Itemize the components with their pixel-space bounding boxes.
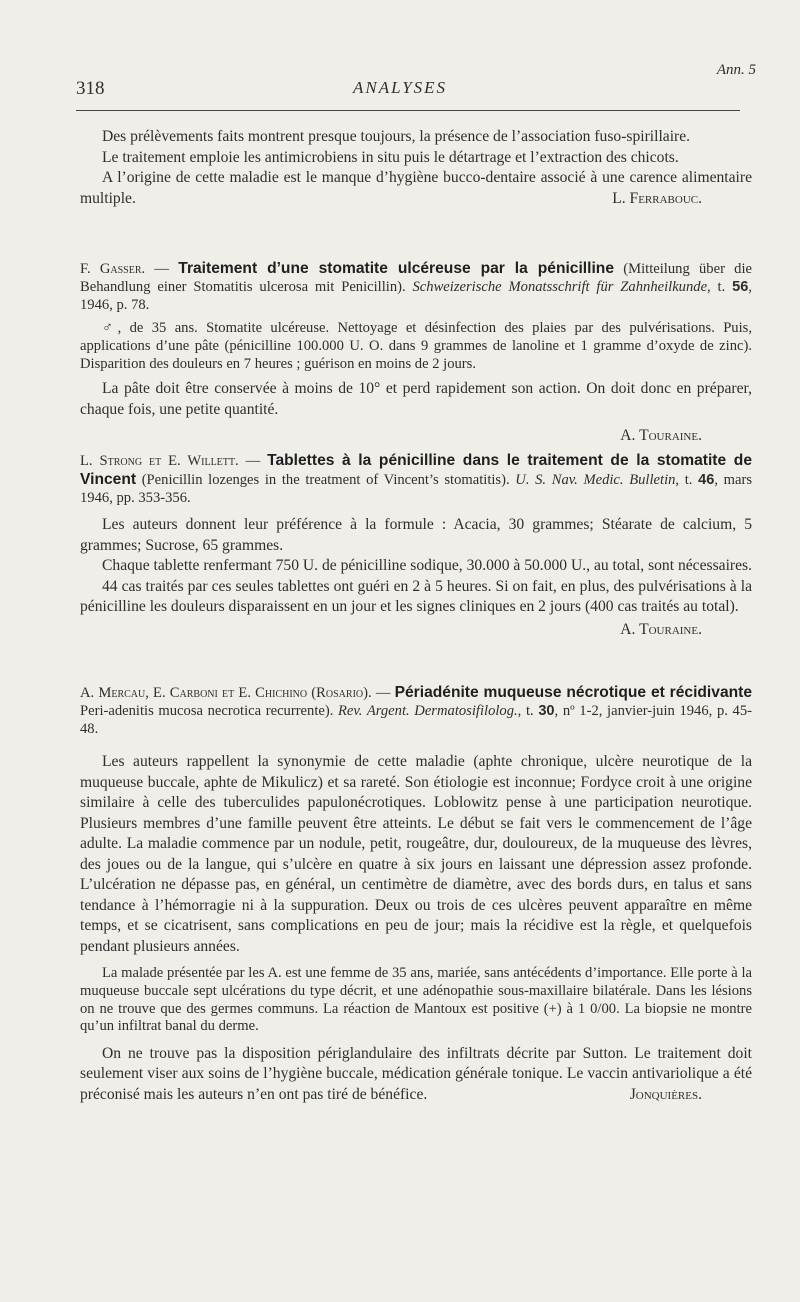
case-report: ♂, de 35 ans. Stomatite ulcéreuse. Nettoyage et désinfection des plaies par des pulvérisations. Puis, applications d’une pâte (pénicilline 100.000 U. O. dans 9 grammes de lanoline et 1 gramme d’oxyde de zinc). Disparition des douleurs en 7 heures ; guérison en moins de 2 jours.: [80, 320, 752, 372]
paragraph: Chaque tablette renfermant 750 U. de pénicilline sodique, 30.000 à 50.000 U., au total, sont nécessaires.: [102, 557, 752, 575]
article-ferrabouc: [80, 127, 752, 210]
signature: Jonquières.: [629, 1086, 702, 1104]
article-gasser: [80, 260, 752, 447]
header-rule: [76, 110, 740, 111]
article-reference: L. Strong et E. Willett. — Tablettes à la pénicilline dans le traitement de la stomatite de Vincent (Penicillin lozenges in the treatment of Vincent’s stomatitis). U. S. Nav. Medic. Bulletin, t. 46, mars 1946, pp. 353-356.: [80, 452, 752, 506]
signature: L. Ferrabouc.: [612, 190, 702, 207]
signature: A. Touraine.: [620, 620, 702, 638]
volume-number: 30: [538, 702, 555, 719]
paragraph: Le traitement emploie les antimicrobiens in situ puis le détartrage et l’extraction des chicots.: [102, 148, 679, 166]
volume-number: 56: [732, 278, 749, 295]
article-author: F. Gasser.: [80, 261, 146, 277]
paragraph: Des prélèvements faits montrent presque toujours, la présence de l’association fuso-spirillaire.: [102, 128, 691, 145]
case-report: La malade présentée par les A. est une femme de 35 ans, mariée, sans antécédents d’importance. Elle porte à la muqueuse buccale sept ulcérations du type décrit, et une adénopathie sous-maxillaire bilatérale. Dans les lésions on ne trouve que des germes communs. La réaction de Mantoux est positive (+) à 1 0/00. La biopsie ne montre qu’un infiltrat banal du derme.: [80, 965, 752, 1035]
paragraph: 44 cas traités par ces seules tablettes ont guéri en 2 à 5 heures. Si on fait, en plus, des pulvérisations à la pénicilline les douleurs disparaissent en un jour et les signes cliniques en 2 jours (400 cas traités au total).: [80, 577, 752, 616]
article-author: L. Strong et E. Willett.: [80, 453, 239, 469]
article-title: Tablettes à la pénicilline dans le traitement de la stomatite de Vincent: [80, 452, 752, 488]
signature: A. Touraine.: [620, 427, 702, 445]
running-title: ANALYSES: [352, 78, 448, 97]
volume-number: 46: [698, 471, 715, 488]
handwritten-annotation: Ann. 5: [716, 62, 756, 78]
paragraph: A l’origine de cette maladie est le manque d’hygiène bucco-dentaire associé à une carence alimentaire multiple.: [80, 169, 752, 207]
paragraph: La pâte doit être conservée à moins de 10° et perd rapidement son action. On doit donc en préparer, chaque fois, une petite quantité.: [80, 380, 752, 418]
paragraph: Les auteurs rappellent la synonymie de cette maladie (aphte chronique, ulcère neurotique de la muqueuse buccale, aphte de Mikulicz) et sa rareté. Son étiologie est inconnue; Fordyce croit à une origine similaire à celle des tuberculides papulonécrotiques. Loblowitz pense à une participation neurotique. Plusieurs membres d’une famille peuvent être atteints. Le début se fait vers le commencement de l’âge adulte. La maladie commence par un nodule, petit, rougeâtre, dur, douloureux, de la muqueuse des lèvres, des joues ou de la langue, qui s’ulcère en quatre à six jours en laissant une dépression assez profonde. L’ulcération ne dépasse pas, en général, un centimètre de diamètre, avec des bords durs, en talus et sans tendance à l’hémorragie ni à la suppuration. Deux ou trois de ces ulcères peuvent apparaître en même temps, et se cicatrisent, sans complications en peu de jour; mais la récidive est la règle, et quelquefois pendant plusieurs années.: [80, 753, 752, 955]
article-reference: A. Mercau, E. Carboni et E. Chichino (Rosario). — Périadénite muqueuse nécrotique et récidivante Peri-adenitis mucosa necrotica recurrente). Rev. Argent. Dermatosifilolog., t. 30, nº 1-2, janvier-juin 1946, p. 45-48.: [80, 684, 753, 737]
article-author: A. Mercau, E. Carboni et E. Chichino (Rosario).: [80, 685, 372, 701]
journal-name: Schweizerische Monatsschrift für Zahnheilkunde: [412, 278, 708, 295]
paragraph: On ne trouve pas la disposition périglandulaire des infiltrats décrite par Sutton. Le traitement doit seulement viser aux soins de l’hygiène buccale, médication générale tonique. Le vaccin antivariolique a été préconisé mais les auteurs n’en ont pas tiré de bénéfice.: [80, 1044, 752, 1103]
article-mercau: [80, 684, 752, 1106]
paragraph: Les auteurs donnent leur préférence à la formule : Acacia, 30 grammes; Stéarate de calcium, 5 grammes; Sucrose, 65 grammes.: [80, 516, 752, 554]
journal-name: U. S. Nav. Medic. Bulletin: [515, 471, 676, 488]
article-strong-willett: [80, 452, 752, 640]
article-reference: F. Gasser. — Traitement d’une stomatite ulcéreuse par la pénicilline (Mitteilung über die Behandlung einer Stomatitis ulcerosa mit Penicillin). Schweizerische Monatsschrift für Zahnheilkunde, t. 56, 1946, p. 78.: [80, 260, 753, 313]
journal-name: Rev. Argent. Dermatosifilolog.: [338, 702, 518, 719]
page-number: 318: [76, 78, 105, 99]
article-title: Traitement d’une stomatite ulcéreuse par la pénicilline: [178, 260, 615, 277]
article-title: Périadénite muqueuse nécrotique et récidivante: [394, 684, 753, 701]
